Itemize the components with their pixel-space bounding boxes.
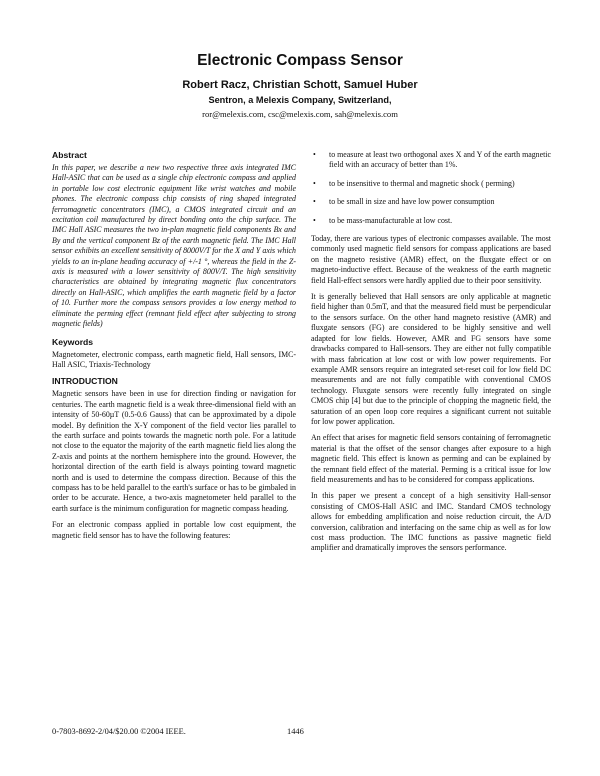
left-column [52,150,296,547]
introduction-heading: INTRODUCTION [52,376,118,387]
body-paragraph: Today, there are various types of electronic compasses available. The most commonly used magnetic field sensors for compass applications are based on the magneto resistive (AMR) effect, on the fluxgate effect or on magneto-inductive effect. Because of the weakness of the earth magnetic field Hall-effect sensors were hardly applied due to their poor sensitivity. [311,234,551,285]
list-item [311,216,551,226]
keywords-text: Magnetometer, electronic compass, earth magnetic field, Hall sensors, IMC-Hall ASIC, Triaxis-Technology [52,349,296,369]
body-paragraph: An effect that arises for magnetic field sensors containing of ferromagnetic material is that the offset of the sensor changes after exposure to a high magnetic field. This effect is known as perming and can be explained by the remnant field effect of the material. Perming is a critical issue for low field measurements and has to be considered for compass applications. [311,433,551,484]
copyright-notice: 0-7803-8692-2/04/$20.00 ©2004 IEEE. [52,727,186,736]
intro-paragraph: For an electronic compass applied in portable low cost equipment, the magnetic field sensor has to have the following features: [52,520,296,540]
feature-text: to be small in size and have low power consumption [329,197,495,207]
bullet-icon: • [313,215,316,225]
keywords-heading: Keywords [52,336,94,347]
author-list: Robert Racz, Christian Schott, Samuel Huber [182,79,418,91]
abstract-heading: Abstract [52,150,87,160]
abstract-text: In this paper, we describe a new two respective three axis integrated IMC Hall-ASIC that can be used as a single chip electronic compass and applied in portable low cost electronic equipment like wrist watches and mobile phones. The electronic compass chip consists of ring shaped integrated ferromagnetic concentrators (IMC), a CMOS integrated circuit and an excitation coil manufactured by direct bonding onto the chip surface. The IMC Hall ASIC measures the two in-plan magnetic field components Bx and By and the vertical component Bz of the earth magnetic field. The IMC Hall sensor exhibits an excellent sensitivity of 8000V/T for the X and Y axis which yields to an in-plane heading accuracy of +/-1 °, whereas the field in the Z-axis is measured with a lower sensitivity of 800V/T. The high sensitivity characteristics are obtained by integrating magnetic flux concentrators directly on Hall-ASIC, which amplifies the earth magnetic field by a factor of 10. Further more the compass sensors provides a low energy method to eliminate the perming effect (remnant field effect after subjecting to strong magnetic fields) [52,163,296,329]
body-paragraph: It is generally believed that Hall sensors are only applicable at magnetic field higher than 0.5mT, and that the measured field must be perpendicular to the sensors surface. On the other hand magneto resistive (AMR) and fluxgate sensors (FG) are considered to be highly sensitive and well adapted for low fields. However, AMR and FG sensors have some drawbacks compared to Hall-sensors. They are either not fully compatible with mass fabrication at low cost or with low power requirements. For example AMR sensors require an integrated set-reset coil for low field DC measurements and are not fully compatible with conventional CMOS technology. Fluxgate sensors were recently fully integrated on single CMOS chip [4] but due to the principle of chopping the magnetic field, the saturation of an open loop core requires a significant current not suitable for low power application. [311,292,551,426]
right-column [311,150,551,560]
bullet-icon: • [313,178,316,188]
list-item [311,179,551,189]
feature-list [311,150,551,226]
page-number: 1446 [287,727,304,736]
feature-text: to be insensitive to thermal and magnetic shock ( perming) [329,178,515,188]
feature-text: to measure at least two orthogonal axes X and Y of the earth magnetic field with an accuracy of better than 1%. [329,150,551,170]
body-paragraph: In this paper we present a concept of a high sensitivity Hall-sensor consisting of CMOS-Hall ASIC and IMC. Standard CMOS technology allows for embedding amplification and noise reduction circuit, the A/D conversion, calibration and interfacing on the same chip as well as for low cost mass production. The IMC functions as passive magnetic field amplifier and dramatically improves the sensors performance. [311,491,551,553]
paper-title: Electronic Compass Sensor [197,52,403,69]
intro-paragraph: Magnetic sensors have been in use for direction finding or navigation for centuries. The earth magnetic field is a weak three-dimensional field with an intensity of 50-60µT (0.5-0.6 Gauss) that can be approximated by a dipole model. By definition the X-Y component of the field vector lies parallel to the earth surface and points towards the magnetic north pole. For a latitude not close to the equator the majority of the earth magnetic field lies along the Z-axis and points at the northern hemisphere into the ground. However, the horizontal direction of the earth field is always pointing toward magnetic north and is used to determine the compass direction. Because of this the compass has to be held parallel to the earth's surface or has to be gimbaled in order to be accurate. Hence, a two-axis magnetometer held parallel to the earth surface is the minimum configuration for magnetic compass heading. [52,389,296,513]
author-emails: ror@melexis.com, csc@melexis.com, sah@melexis.com [202,109,398,119]
feature-text: to be mass-manufacturable at low cost. [329,215,453,225]
bullet-icon: • [313,150,316,159]
list-item [311,150,551,171]
list-item [311,197,551,207]
affiliation: Sentron, a Melexis Company, Switzerland, [208,95,392,105]
bullet-icon: • [313,197,316,207]
